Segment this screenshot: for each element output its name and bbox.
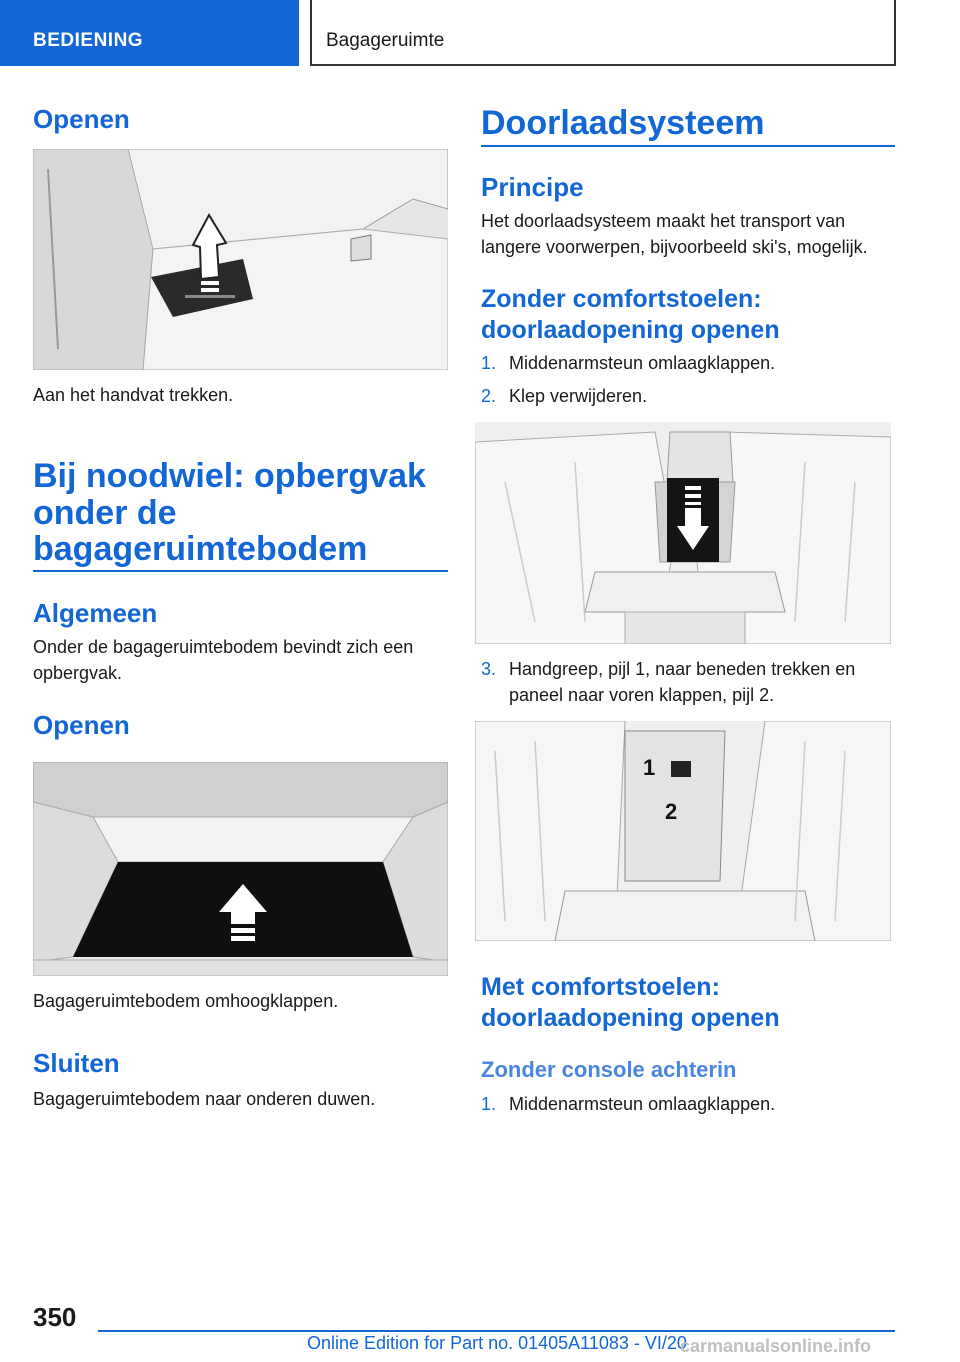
trunk-handle-image — [33, 149, 448, 370]
step-3-num: 3. — [481, 659, 497, 679]
rear-panel-image — [475, 721, 891, 941]
step-3-text — [509, 656, 889, 708]
caption-pull-handle: Aan het handvat trekken. — [33, 385, 234, 405]
noodwiel-heading-line1: Bij noodwiel: opbergvak — [33, 457, 426, 495]
heading-rule-left — [33, 570, 448, 572]
step-a-1-text: Middenarmsteun omlaagklappen. — [509, 353, 776, 373]
step-a-2-num: 2. — [481, 386, 497, 406]
step-3-text-line1: Handgreep, pijl 1, naar beneden trekken en — [509, 659, 856, 679]
noodwiel-heading — [33, 458, 448, 568]
algemeen-text — [33, 634, 448, 686]
edition-text: Online Edition for Part no. 01405A11083 - VI/20 — [307, 1333, 687, 1353]
step-a-2-text: Klep verwijderen. — [509, 386, 648, 406]
chapter-tab — [310, 0, 896, 66]
principe-heading: Principe — [481, 172, 584, 202]
caption-floor-up: Bagageruimtebodem omhoogklappen. — [33, 991, 339, 1011]
met-comfort-heading — [481, 972, 895, 1035]
zonder-comfort-heading — [481, 284, 895, 347]
step-b-1-text: Middenarmsteun omlaagklappen. — [509, 1094, 776, 1114]
footer-rule — [98, 1330, 895, 1332]
zonder-comfort-heading-line2: doorlaadopening openen — [481, 316, 780, 345]
met-comfort-heading-line1: Met comfortstoelen: — [481, 973, 720, 1001]
sluiten-text: Bagageruimtebodem naar onderen duwen. — [33, 1089, 376, 1109]
principe-text-line2: langere voorwerpen, bijvoorbeeld ski's, mogelijk. — [481, 237, 868, 257]
heading-rule-right — [481, 145, 895, 147]
step-3-text-line2: paneel naar voren klappen, pijl 2. — [509, 685, 775, 705]
arrow-1-label: 1 — [643, 755, 656, 780]
noodwiel-heading-line2: onder de — [33, 493, 177, 532]
page-number: 350 — [33, 1302, 77, 1332]
rear-seat-armrest-image — [475, 422, 891, 644]
principe-text-line1: Het doorlaadsysteem maakt het transport van — [481, 211, 846, 231]
zonder-comfort-heading-line1: Zonder comfortstoelen: — [481, 285, 762, 313]
met-comfort-heading-line2: doorlaadopening openen — [481, 1004, 780, 1033]
openen-heading-1: Openen — [33, 104, 130, 134]
step-a-1-num: 1. — [481, 353, 497, 373]
section-label: BEDIENING — [33, 30, 144, 51]
section-tab — [0, 0, 299, 66]
noodwiel-heading-line3: bagageruimtebodem — [33, 530, 368, 569]
console-heading: Zonder console achterin — [481, 1057, 737, 1082]
sluiten-heading: Sluiten — [33, 1048, 120, 1078]
watermark: carmanualsonline.info — [680, 1336, 872, 1356]
algemeen-heading: Algemeen — [33, 598, 158, 628]
algemeen-text-line1: Onder de bagageruimtebodem bevindt zich een — [33, 637, 414, 657]
step-b-1-num: 1. — [481, 1094, 497, 1114]
doorlaad-heading: Doorlaadsysteem — [481, 104, 765, 142]
chapter-label: Bagageruimte — [326, 30, 445, 51]
algemeen-text-line2: opbergvak. — [33, 663, 123, 683]
trunk-floor-image — [33, 762, 448, 976]
openen-heading-2: Openen — [33, 710, 130, 740]
arrow-2-label: 2 — [665, 799, 678, 824]
principe-text — [481, 208, 895, 260]
